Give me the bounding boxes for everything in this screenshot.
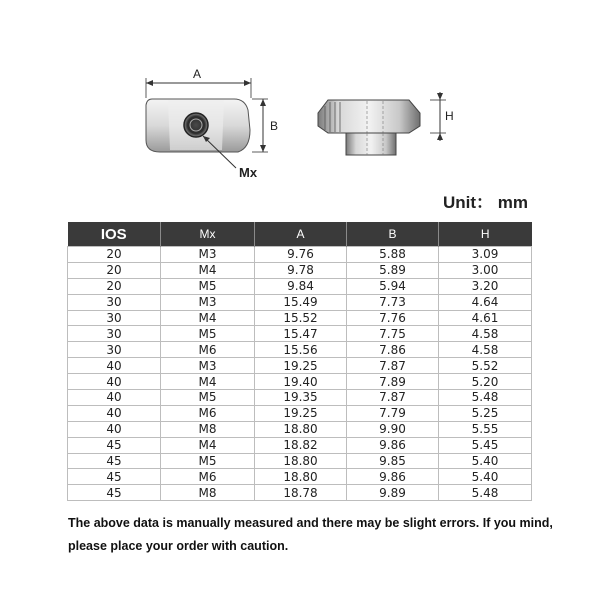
table-row [68,278,532,294]
cell-ios: 45 [68,485,161,501]
cell-ios: 40 [68,374,161,390]
cell-b: 9.85 [347,453,439,469]
cell-b: 7.76 [347,310,439,326]
table-row [68,374,532,390]
cell-a: 15.56 [255,342,347,358]
cell-h: 4.58 [439,326,532,342]
unit-label: Unit： mm [443,193,528,212]
cell-mx: M6 [161,405,255,421]
cell-h: 5.20 [439,374,532,390]
table-header-row [68,222,532,247]
table-row [68,326,532,342]
cell-a: 19.35 [255,390,347,406]
cell-h: 5.25 [439,405,532,421]
cell-a: 19.40 [255,374,347,390]
cell-h: 3.20 [439,278,532,294]
cell-h: 5.55 [439,421,532,437]
cell-b: 5.89 [347,262,439,278]
cell-b: 9.89 [347,485,439,501]
cell-h: 5.52 [439,358,532,374]
table-body [68,247,532,501]
cell-a: 18.82 [255,437,347,453]
cell-ios: 40 [68,358,161,374]
cell-h: 5.48 [439,390,532,406]
cell-ios: 40 [68,390,161,406]
table-row [68,294,532,310]
cell-ios: 45 [68,453,161,469]
cell-mx: M3 [161,358,255,374]
cell-mx: M6 [161,342,255,358]
cell-a: 15.47 [255,326,347,342]
table-row [68,358,532,374]
cell-a: 9.76 [255,247,347,263]
cell-ios: 30 [68,310,161,326]
cell-ios: 30 [68,342,161,358]
cell-a: 15.49 [255,294,347,310]
column-header-h: H [439,222,532,247]
cell-a: 9.78 [255,262,347,278]
disclaimer-line-2: please place your order with caution. [68,539,289,553]
cell-mx: M5 [161,390,255,406]
column-header-mx: Mx [161,222,255,247]
table-row [68,262,532,278]
side-view [318,92,454,155]
cell-h: 5.40 [439,469,532,485]
column-header-a: A [255,222,347,247]
cell-a: 18.80 [255,421,347,437]
cell-h: 5.48 [439,485,532,501]
table-row [68,405,532,421]
dimension-mx-label: Mx [239,165,258,180]
cell-ios: 20 [68,278,161,294]
cell-b: 7.87 [347,358,439,374]
cell-mx: M3 [161,294,255,310]
t-nut-technical-drawing [0,0,600,200]
table-row [68,342,532,358]
cell-h: 4.61 [439,310,532,326]
cell-b: 7.89 [347,374,439,390]
cell-ios: 40 [68,405,161,421]
table-row [68,485,532,501]
cell-mx: M4 [161,374,255,390]
cell-mx: M3 [161,247,255,263]
cell-mx: M8 [161,485,255,501]
thread-hole [184,113,208,137]
cell-mx: M5 [161,278,255,294]
cell-mx: M5 [161,453,255,469]
dimension-h-label: H [445,109,454,123]
table-row [68,390,532,406]
cell-b: 5.88 [347,247,439,263]
cell-h: 3.09 [439,247,532,263]
cell-b: 9.86 [347,469,439,485]
dimension-b-label: B [270,119,279,133]
column-header-ios: IOS [68,222,161,247]
top-view [146,67,278,180]
cell-a: 18.80 [255,469,347,485]
spec-table [67,222,532,501]
cell-b: 7.75 [347,326,439,342]
cell-b: 7.73 [347,294,439,310]
cell-a: 19.25 [255,358,347,374]
cell-a: 18.80 [255,453,347,469]
disclaimer-line-1: The above data is manually measured and there may be slight errors. If you mind, [68,516,553,530]
cell-h: 4.58 [439,342,532,358]
cell-h: 3.00 [439,262,532,278]
table-row [68,469,532,485]
cell-mx: M4 [161,262,255,278]
cell-ios: 40 [68,421,161,437]
cell-mx: M8 [161,421,255,437]
table-row [68,453,532,469]
cell-a: 9.84 [255,278,347,294]
column-header-b: B [347,222,439,247]
cell-a: 15.52 [255,310,347,326]
cell-h: 5.40 [439,453,532,469]
cell-h: 5.45 [439,437,532,453]
cell-b: 9.90 [347,421,439,437]
table-row [68,421,532,437]
cell-ios: 45 [68,437,161,453]
cell-b: 9.86 [347,437,439,453]
cell-ios: 30 [68,294,161,310]
cell-ios: 20 [68,247,161,263]
cell-h: 4.64 [439,294,532,310]
cell-ios: 20 [68,262,161,278]
cell-ios: 30 [68,326,161,342]
table-row [68,247,532,263]
cell-mx: M5 [161,326,255,342]
table-row [68,437,532,453]
cell-mx: M4 [161,310,255,326]
cell-mx: M4 [161,437,255,453]
cell-mx: M6 [161,469,255,485]
cell-ios: 45 [68,469,161,485]
dimension-a-label: A [192,67,202,81]
cell-b: 7.79 [347,405,439,421]
table-row [68,310,532,326]
cell-b: 7.87 [347,390,439,406]
cell-b: 5.94 [347,278,439,294]
cell-a: 18.78 [255,485,347,501]
cell-a: 19.25 [255,405,347,421]
cell-b: 7.86 [347,342,439,358]
